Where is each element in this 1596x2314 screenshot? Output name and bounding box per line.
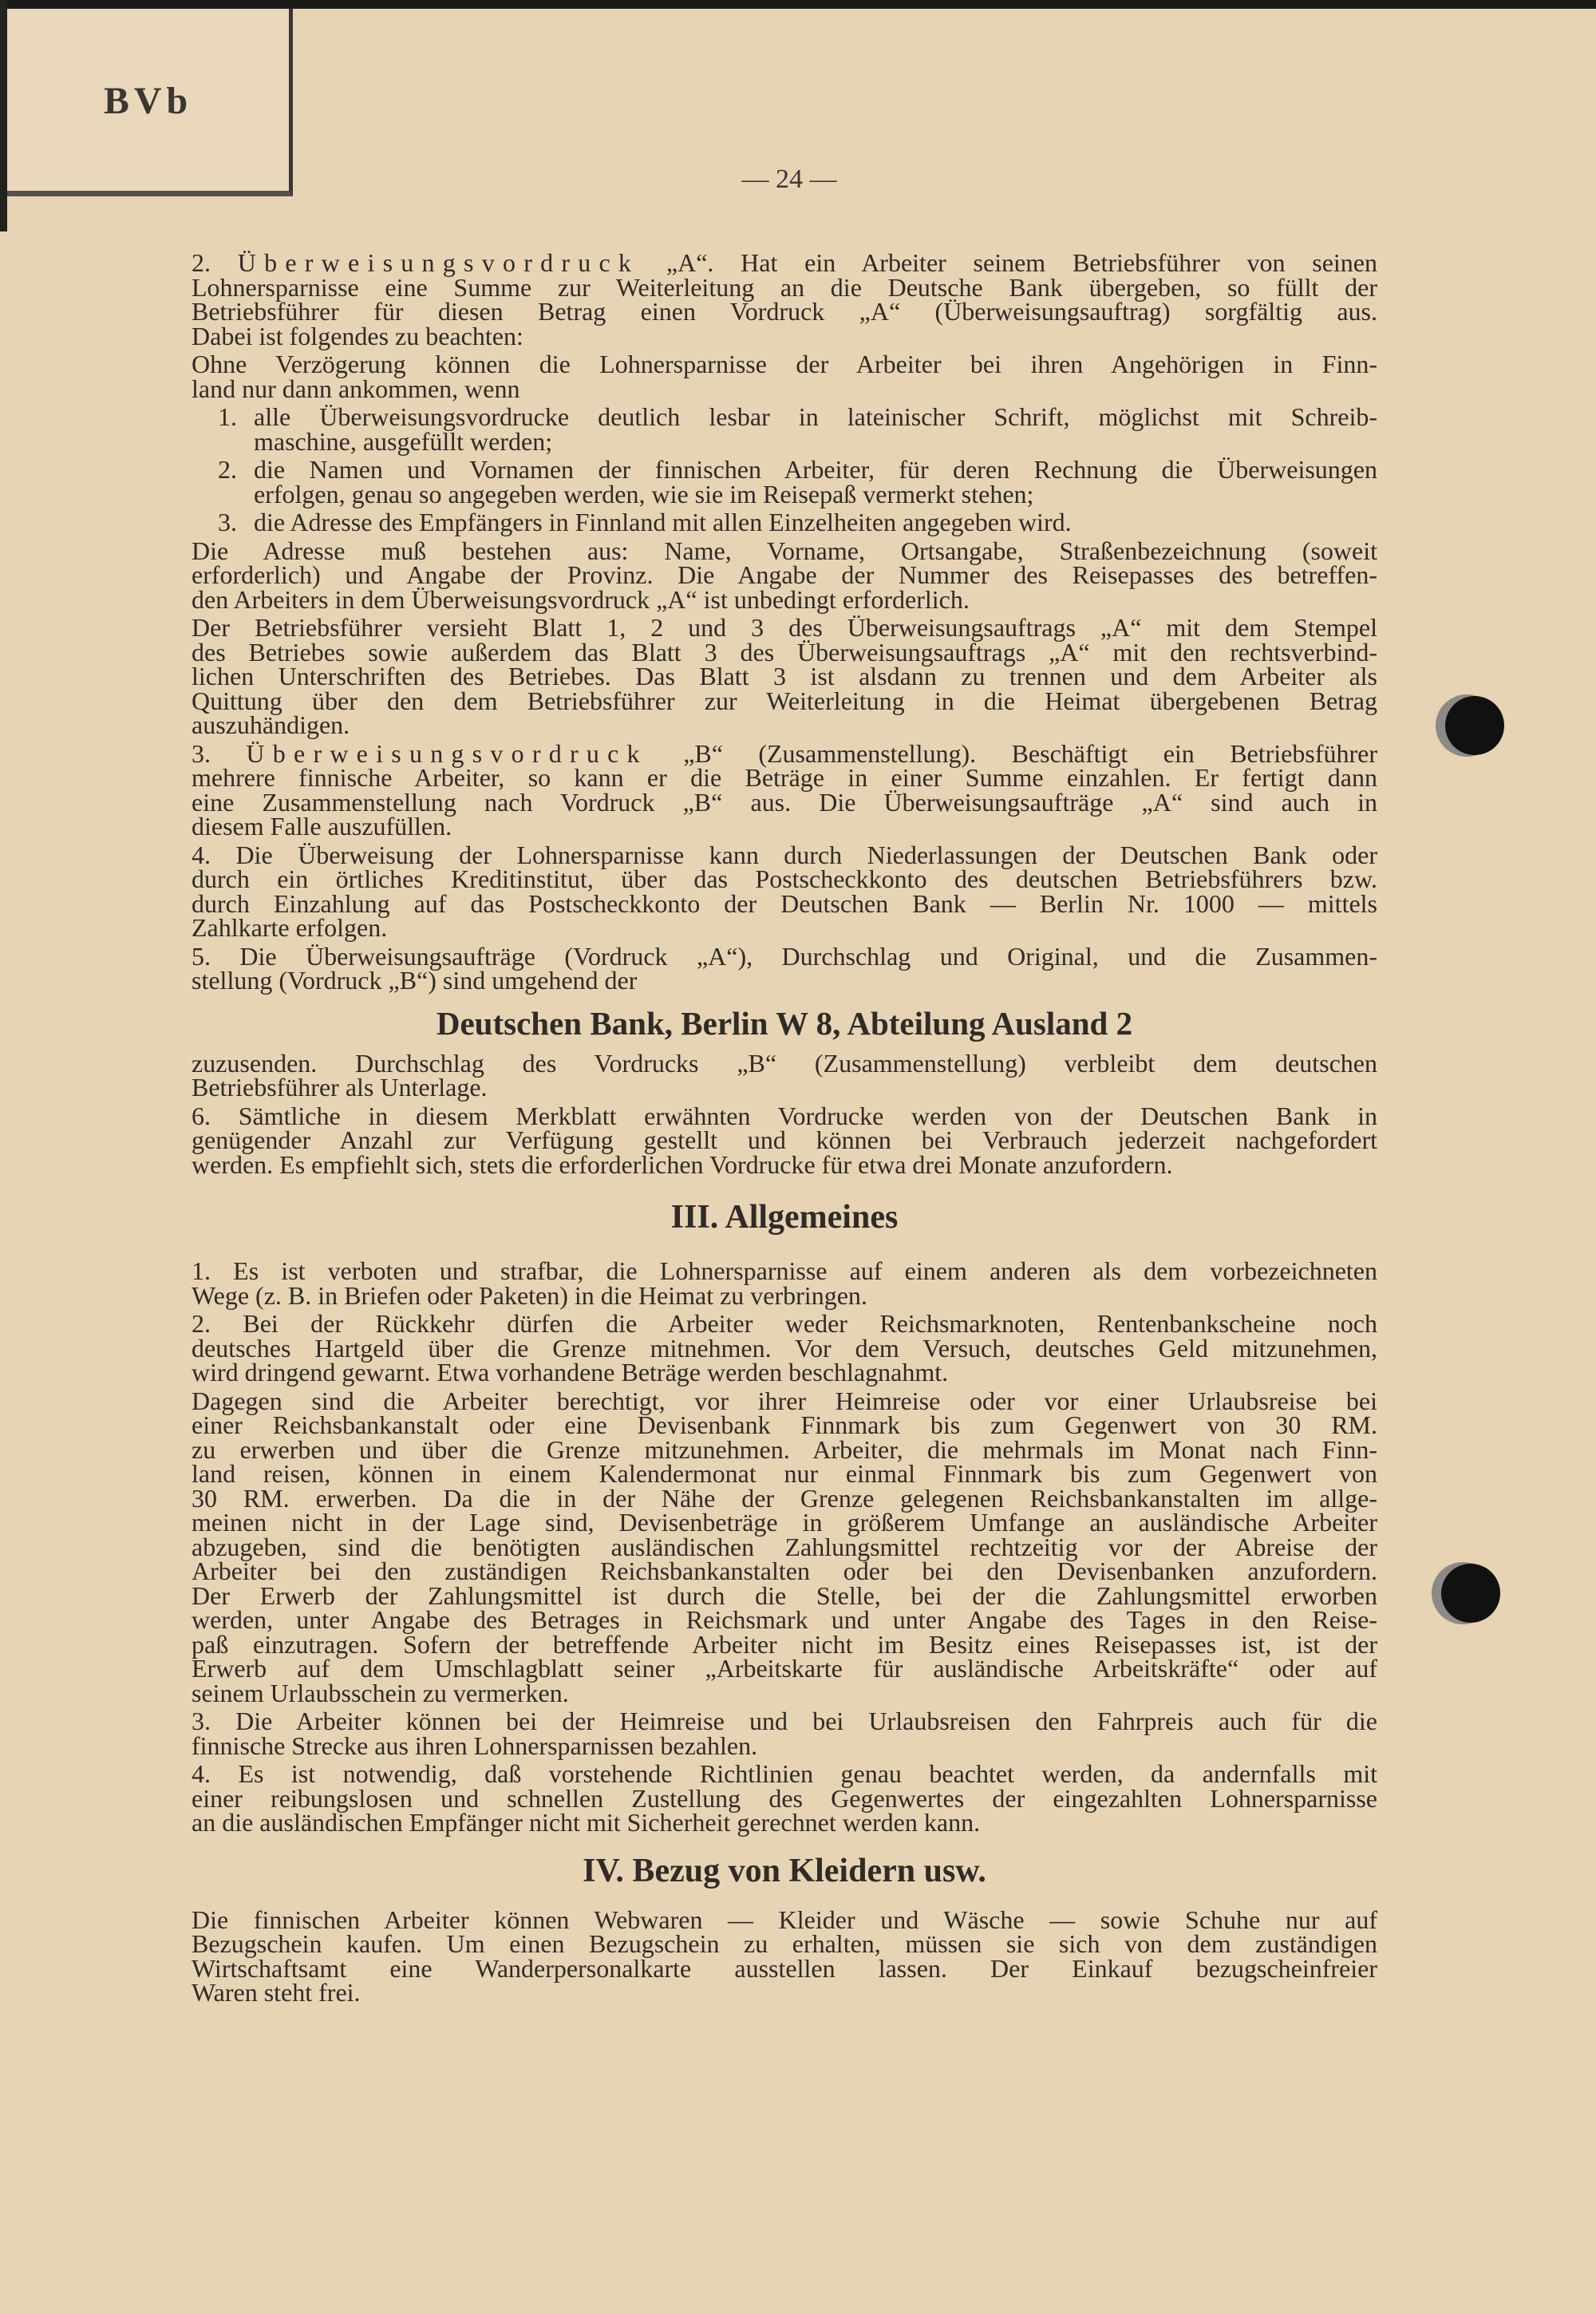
text-line: maschine, ausgefüllt werden; [254, 426, 553, 456]
paragraph [192, 1905, 1377, 2007]
text-line: genügender Anzahl zur Verfügung gestellt und können bei Verbrauch jederzeit nachgefordert [192, 1125, 1377, 1154]
text-line: 3. Überweisungsvordruck „B“ (Zusammenstellung). Beschäftigt ein Betriebsführer [192, 738, 1378, 768]
text-line: land nur dann ankommen, wenn [192, 374, 520, 403]
text-line: Lohnersparnisse eine Summe zur Weiterleitung an die Deutsche Bank übergeben, so füllt der [192, 272, 1377, 302]
text-line: abzugeben, sind die benötigten ausländischen Zahlungsmittel rechtzeitig vor der Abreise der [192, 1532, 1377, 1561]
paragraph [192, 1386, 1377, 1707]
spaced-term: Überweisungsvordruck [246, 738, 648, 768]
paragraph [192, 1256, 1377, 1310]
text-line: diesem Falle auszufüllen. [192, 812, 452, 841]
spaced-term: Überweisungsvordruck [237, 248, 640, 277]
text-line: seinem Urlaubsschein zu vermerken. [192, 1678, 569, 1707]
text-line: Waren steht frei. [192, 1978, 361, 2007]
text-line: 1. Es ist verboten und strafbar, die Lohnersparnisse auf einem anderen als dem vorbezeichneten [192, 1256, 1377, 1285]
text-line: Der Betriebsführer versieht Blatt 1, 2 und 3 des Überweisungsauftrags „A“ mit dem Stempel [192, 613, 1377, 642]
text-line: Wirtschaftsamt eine Wanderpersonalkarte ausstellen lassen. Der Einkauf bezugscheinfreier [192, 1953, 1377, 1983]
text-line: Dabei ist folgendes zu beachten: [192, 321, 523, 350]
text-line: 4. Die Überweisung der Lohnersparnisse kann durch Niederlassungen der Deutschen Bank oder [192, 840, 1377, 869]
text-line: Arbeiter bei den zuständigen Reichsbankanstalten oder bei den Devisenbanken anzufordern. [192, 1557, 1377, 1585]
address-heading: Deutschen Bank, Berlin W 8, Abteilung Ausland 2 [436, 1004, 1133, 1042]
text-line: meinen nicht in der Lage sind, Devisenbeträge in größerem Umfange an ausländische Arbeiter [192, 1508, 1377, 1537]
text-line: werden. Es empfiehlt sich, stets die erforderlichen Vordrucke für etwa drei Monate anzufordern. [192, 1149, 1173, 1179]
document-body [192, 248, 1378, 2007]
text-line: mehrere finnische Arbeiter, so kann er die Beträge in einer Summe einzahlen. Er fertigt dann [192, 763, 1377, 792]
text-line: durch Einzahlung auf das Postscheckkonto der Deutschen Bank — Berlin Nr. 1000 — mittels [192, 888, 1377, 918]
text-line: stellung (Vordruck „B“) sind umgehend der [192, 966, 638, 995]
text-line: Bezugschein kaufen. Um einen Bezugschein zu erhalten, müssen sie sich von dem zuständigen [192, 1929, 1377, 1958]
text-line: Quittung über den dem Betriebsführer zur Weiterleitung in die Heimat übergebenen Betrag [192, 686, 1377, 715]
text-line: 5. Die Überweisungsaufträge (Vordruck „A“), Durchschlag und Original, und die Zusammen- [192, 941, 1377, 971]
scan-top-edge [0, 0, 1596, 9]
section-heading: III. Allgemeines [670, 1199, 899, 1236]
text-line: Dagegen sind die Arbeiter berechtigt, vor ihrer Heimreise oder vor einer Urlaubsreise bei [192, 1386, 1377, 1415]
paragraph [192, 1311, 1377, 1385]
text-line: 3. Die Arbeiter können bei der Heimreise und bei Urlaubsreisen den Fahrpreis auch für die [192, 1707, 1377, 1735]
paragraph [192, 1759, 1377, 1837]
text-line: einer Reichsbankanstalt oder eine Devisenbank Finnmark bis zum Gegenwert von 30 RM. [192, 1410, 1377, 1439]
text-line: eine Zusammenstellung nach Vordruck „B“ aus. Die Überweisungsaufträge „A“ sind auch in [192, 787, 1377, 817]
paragraph [192, 738, 1378, 841]
text-line: des Betriebes sowie außerdem das Blatt 3 des Überweisungsauftrags „A“ mit den rechtsverbind- [192, 637, 1377, 667]
stamp-label: BVb [103, 80, 193, 122]
text-line: wird dringend gewarnt. Etwa vorhandene Beträge werden beschlagnahmt. [192, 1358, 949, 1386]
punch-hole [1441, 1564, 1500, 1623]
paragraph [192, 1709, 1377, 1758]
text-line: erforderlich) und Angabe der Provinz. Die Angabe der Nummer des Reisepasses des betreffen- [192, 560, 1377, 589]
text-line: Ohne Verzögerung können die Lohnersparnisse der Arbeiter bei ihren Angehörigen in Finn- [192, 350, 1377, 378]
paragraph [192, 1048, 1377, 1102]
paragraph [192, 615, 1377, 738]
text-line: erfolgen, genau so angegeben werden, wie sie im Reisepaß vermerkt stehen; [254, 479, 1034, 508]
text-line: Betriebsführer als Unterlage. [192, 1073, 488, 1102]
punch-hole [1445, 696, 1504, 755]
page-number-text: — 24 — [741, 164, 837, 194]
paragraph [192, 941, 1377, 995]
paragraph [192, 1101, 1377, 1179]
text-line: lichen Unterschriften des Betriebes. Das Blatt 3 ist alsdann zu trennen und dem Arbeiter als [192, 662, 1377, 690]
page-number [0, 164, 1596, 195]
text-line: land reisen, können in einem Kalendermonat nur einmal Finnmark bis zum Gegenwert von [192, 1459, 1377, 1488]
text-line: 30 RM. erwerben. Da die in der Nähe der Grenze gelegenen Reichsbankanstalten im allge- [192, 1483, 1377, 1513]
text-line: Wege (z. B. in Briefen oder Paketen) in die Heimat zu verbringen. [192, 1280, 867, 1310]
text-line: Zahlkarte erfolgen. [192, 913, 388, 942]
text-line: werden, unter Angabe des Betrages in Reichsmark und unter Angabe des Tages in den Reise- [192, 1605, 1377, 1634]
text-line: zuzusenden. Durchschlag des Vordrucks „B“ (Zusammenstellung) verbleibt dem deutschen [192, 1048, 1377, 1078]
text-line: Erwerb auf dem Umschlagblatt seiner „Arbeitskarte für ausländische Arbeitskräfte“ oder auf [192, 1654, 1377, 1683]
text-line: Betriebsführer für diesen Betrag einen Vordruck „A“ (Überweisungsauftrag) sorgfältig aus. [192, 297, 1377, 326]
text-line: paß einzutragen. Sofern der betreffende Arbeiter nicht im Besitz eines Reisepasses ist, ist der [192, 1629, 1377, 1659]
list-item [192, 402, 1377, 456]
text-line: die Namen und Vornamen der finnischen Arbeiter, für deren Rechnung die Überweisungen [254, 455, 1377, 484]
text-line: alle Überweisungsvordrucke deutlich lesbar in lateinischer Schrift, möglichst mit Schreib- [254, 402, 1377, 431]
text-line: 4. Es ist notwendig, daß vorstehende Richtlinien genau beachtet werden, da andernfalls mit [192, 1759, 1377, 1788]
text-line: finnische Strecke aus ihren Lohnersparnissen bezahlen. [192, 1731, 758, 1760]
text-line: einer reibungslosen und schnellen Zustellung des Gegenwertes der eingezahlten Lohnersparnisse [192, 1783, 1377, 1813]
scan-left-edge [0, 0, 7, 231]
text-line: 6. Sämtliche in diesem Merkblatt erwähnten Vordrucke werden von der Deutschen Bank in [192, 1101, 1377, 1130]
list-item [192, 457, 1377, 506]
text-line: deutsches Hartgeld über die Grenze mitnehmen. Vor dem Versuch, deutsches Geld mitzunehmen, [192, 1333, 1377, 1363]
text-line: den Arbeiters in dem Überweisungsvordruck „A“ ist unbedingt erforderlich. [192, 584, 970, 614]
text-line: Die finnischen Arbeiter können Webwaren — Kleider und Wäsche — sowie Schuhe nur auf [192, 1905, 1377, 1934]
text-line: Der Erwerb der Zahlungsmittel ist durch die Stelle, bei der die Zahlungsmittel erworben [192, 1580, 1377, 1610]
text-line: Die Adresse muß bestehen aus: Name, Vorname, Ortsangabe, Straßenbezeichnung (soweit [192, 536, 1377, 565]
list-item [192, 510, 1377, 535]
text-line: auszuhändigen. [192, 710, 350, 739]
list-number: 3. [218, 508, 237, 536]
text-line: 2. Überweisungsvordruck „A“. Hat ein Arbeiter seinem Betriebsführer von seinen [192, 248, 1378, 277]
paragraph [192, 248, 1378, 350]
paragraph [192, 352, 1377, 401]
text-line: an die ausländischen Empfänger nicht mit Sicherheit gerechnet werden kann. [192, 1808, 981, 1837]
section-heading: IV. Bezug von Kleidern usw. [583, 1852, 986, 1889]
list-number: 2. [218, 455, 237, 484]
list-number: 1. [218, 402, 237, 431]
paragraph [192, 536, 1377, 614]
text-line: die Adresse des Empfängers in Finnland mit allen Einzelheiten angegeben wird. [254, 508, 1072, 536]
paragraph [192, 840, 1377, 942]
text-line: 2. Bei der Rückkehr dürfen die Arbeiter weder Reichsmarknoten, Rentenbankscheine noch [192, 1309, 1377, 1338]
text-line: durch ein örtliches Kreditinstitut, über das Postscheckkonto des deutschen Betriebsführers bzw. [192, 864, 1377, 893]
text-line: zu erwerben und über die Grenze mitzunehmen. Arbeiter, die mehrmals im Monat nach Finn- [192, 1434, 1377, 1464]
